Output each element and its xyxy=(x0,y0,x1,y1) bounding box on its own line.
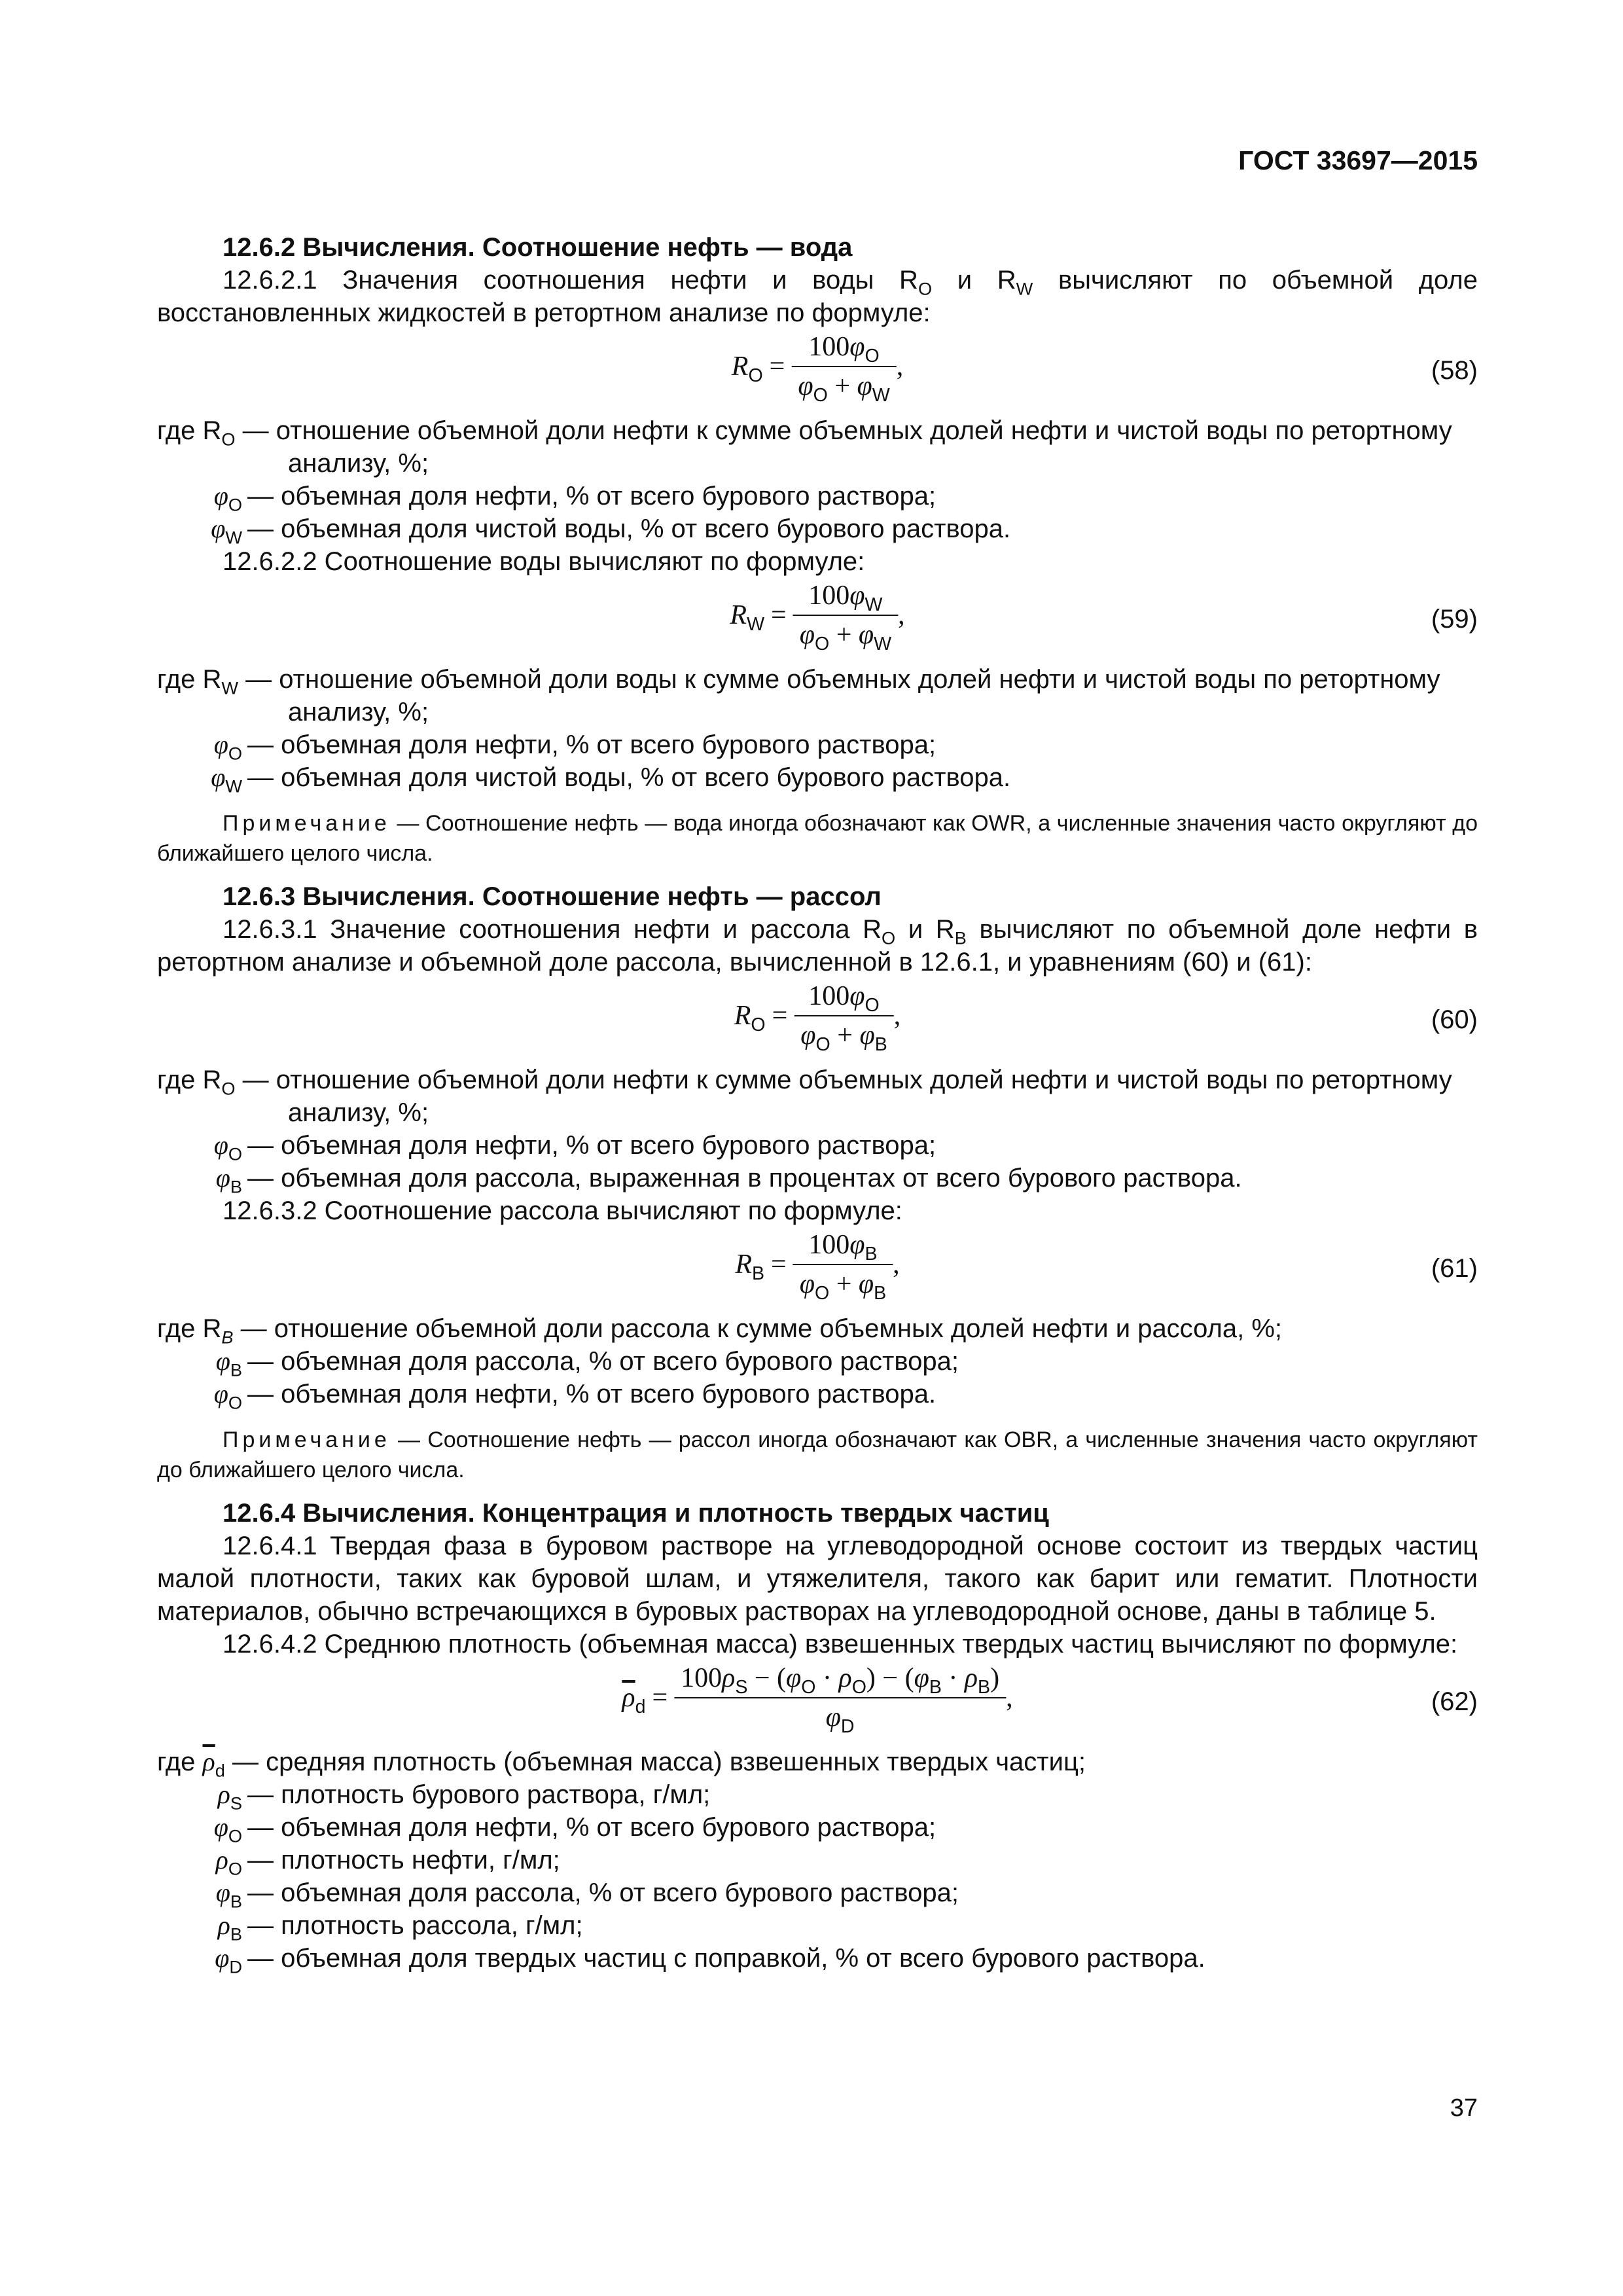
definition-row: $\varphi_B$ — объемная доля рассола, % от всего бурового раствора; xyxy=(215,1346,959,1380)
section-heading-12-6-3: 12.6.3 Вычисления. Соотношение нефть — рассол xyxy=(223,882,882,911)
formula-60 xyxy=(157,978,1478,1064)
page-number: 37 xyxy=(1450,2094,1478,2122)
formula-61-expression: $R_B$ = $\frac{100\varphi_B}{\varphi_O + \varphi_B}$ , xyxy=(735,1227,899,1302)
definition-row: $\varphi_D$ — объемная доля твердых частиц с поправкой, % от всего бурового раствора. xyxy=(215,1943,1205,1977)
formula-59 xyxy=(157,578,1478,663)
where-61: где $R_B$ — отношение объемной доли рассола к сумме объемных долей нефти и рассола, %; xyxy=(157,1314,1282,1348)
paragraph-12-6-2-2: 12.6.2.2 Соотношение воды вычисляют по формуле: xyxy=(223,547,865,576)
section-heading-12-6-4: 12.6.4 Вычисления. Концентрация и плотность твердых частиц xyxy=(223,1499,1049,1528)
paragraph-12-6-3-2: 12.6.3.2 Соотношение рассола вычисляют по формуле: xyxy=(223,1196,902,1225)
formula-62-expression: $\overline{\rho}_d$ = $\frac{100\rho_S - (\varphi_O \cdot \rho_O) - (\varphi_B \cdot \rho_B)}{\varphi_D}$ , xyxy=(622,1660,1012,1735)
definition-row: $\rho_B$ — плотность рассола, г/мл; xyxy=(217,1910,583,1945)
definition-row: $\varphi_W$ — объемная доля чистой воды, % от всего бурового раствора. xyxy=(211,514,1011,548)
definition-row: $\varphi_O$ — объемная доля нефти, % от всего бурового раствора; xyxy=(213,1812,936,1846)
paragraph-12-6-3-1: 12.6.3.1 Значение соотношения нефти и рассола $R_O$ и $R_B$ вычисляют по объемной доле нефти в ретортном анализе и объемной доле рассола, вычисленной в 12.6.1, и уравнениям (60) и (61): xyxy=(157,915,1478,977)
paragraph-12-6-4-1: 12.6.4.1 Твердая фаза в буровом растворе на углеводородной основе состоит из твердых частиц малой плотности, таких как буровой шлам, и утяжелителя, такого как барит или гематит. Плотности материалов, обычно встречающихся в буровых растворах на углеводородной основе, даны в таблице 5. xyxy=(157,1532,1478,1626)
definitions-60 xyxy=(196,1129,1478,1197)
formula-59-expression: $R_W$ = $\frac{100\varphi_W}{\varphi_O + \varphi_W}$ , xyxy=(730,578,904,653)
where-62: где $\overline{\rho}_d$ — средняя плотность (объемная масса) взвешенных твердых частиц; xyxy=(157,1747,1086,1781)
document-header: ГОСТ 33697—2015 xyxy=(1238,145,1478,175)
definition-row: $\varphi_O$ — объемная доля нефти, % от всего бурового раствора. xyxy=(213,1379,936,1413)
formula-59-number: (59) xyxy=(1431,605,1478,634)
definitions-58 xyxy=(196,480,1478,548)
formula-58 xyxy=(157,329,1478,414)
page-content xyxy=(157,219,1478,1975)
formula-58-number: (58) xyxy=(1431,356,1478,385)
where-60: где $R_O$ — отношение объемной доли нефти к сумме объемных долей нефти и чистой воды по ретортному анализу, %; xyxy=(157,1066,1452,1127)
definition-row: $\varphi_W$ — объемная доля чистой воды, % от всего бурового раствора. xyxy=(211,762,1011,797)
formula-62 xyxy=(157,1660,1478,1746)
definition-row: $\varphi_O$ — объемная доля нефти, % от всего бурового раствора; xyxy=(213,481,936,515)
where-58: где $R_O$ — отношение объемной доли нефти к сумме объемных долей нефти и чистой воды по ретортному анализу, %; xyxy=(157,416,1452,478)
formula-62-number: (62) xyxy=(1431,1687,1478,1716)
where-59: где $R_W$ — отношение объемной доли воды к сумме объемных долей нефти и чистой воды по ретортному анализу, %; xyxy=(157,665,1440,726)
definitions-59 xyxy=(196,728,1478,797)
formula-60-expression: $R_O$ = $\frac{100\varphi_O}{\varphi_O + \varphi_B}$ , xyxy=(734,978,901,1053)
definitions-62 xyxy=(196,1778,1478,1975)
note-owr: Примечание — Соотношение нефть — вода иногда обозначают как OWR, а численные значения часто округляют до ближайшего целого числа. xyxy=(157,811,1478,866)
definition-row: $\varphi_B$ — объемная доля рассола, % от всего бурового раствора; xyxy=(215,1878,959,1912)
formula-58-expression: $R_O$ = $\frac{100\varphi_O}{\varphi_O + \varphi_W}$ , xyxy=(732,329,903,404)
formula-61-number: (61) xyxy=(1431,1254,1478,1283)
definition-row: $\rho_O$ — плотность нефти, г/мл; xyxy=(215,1845,560,1879)
section-heading-12-6-2: 12.6.2 Вычисления. Соотношение нефть — вода xyxy=(223,233,853,262)
formula-61 xyxy=(157,1227,1478,1312)
paragraph-12-6-2-1: 12.6.2.1 Значения соотношения нефти и воды $R_O$ и $R_W$ вычисляют по объемной доле восстановленных жидкостей в ретортном анализе по формуле: xyxy=(157,266,1478,327)
note-obr: Примечание — Соотношение нефть — рассол иногда обозначают как OBR, а численные значения часто округляют до ближайшего целого числа. xyxy=(157,1427,1478,1482)
paragraph-12-6-4-2: 12.6.4.2 Среднюю плотность (объемная масса) взвешенных твердых частиц вычисляют по формуле: xyxy=(223,1630,1458,1659)
formula-60-number: (60) xyxy=(1431,1005,1478,1034)
definitions-61 xyxy=(196,1345,1478,1413)
definition-row: $\varphi_O$ — объемная доля нефти, % от всего бурового раствора; xyxy=(213,1130,936,1164)
definition-row: $\varphi_O$ — объемная доля нефти, % от всего бурового раствора; xyxy=(213,730,936,764)
definition-row: $\rho_S$ — плотность бурового раствора, г/мл; xyxy=(217,1780,711,1814)
definition-row: $\varphi_B$ — объемная доля рассола, выраженная в процентах от всего бурового раствора. xyxy=(215,1163,1242,1197)
